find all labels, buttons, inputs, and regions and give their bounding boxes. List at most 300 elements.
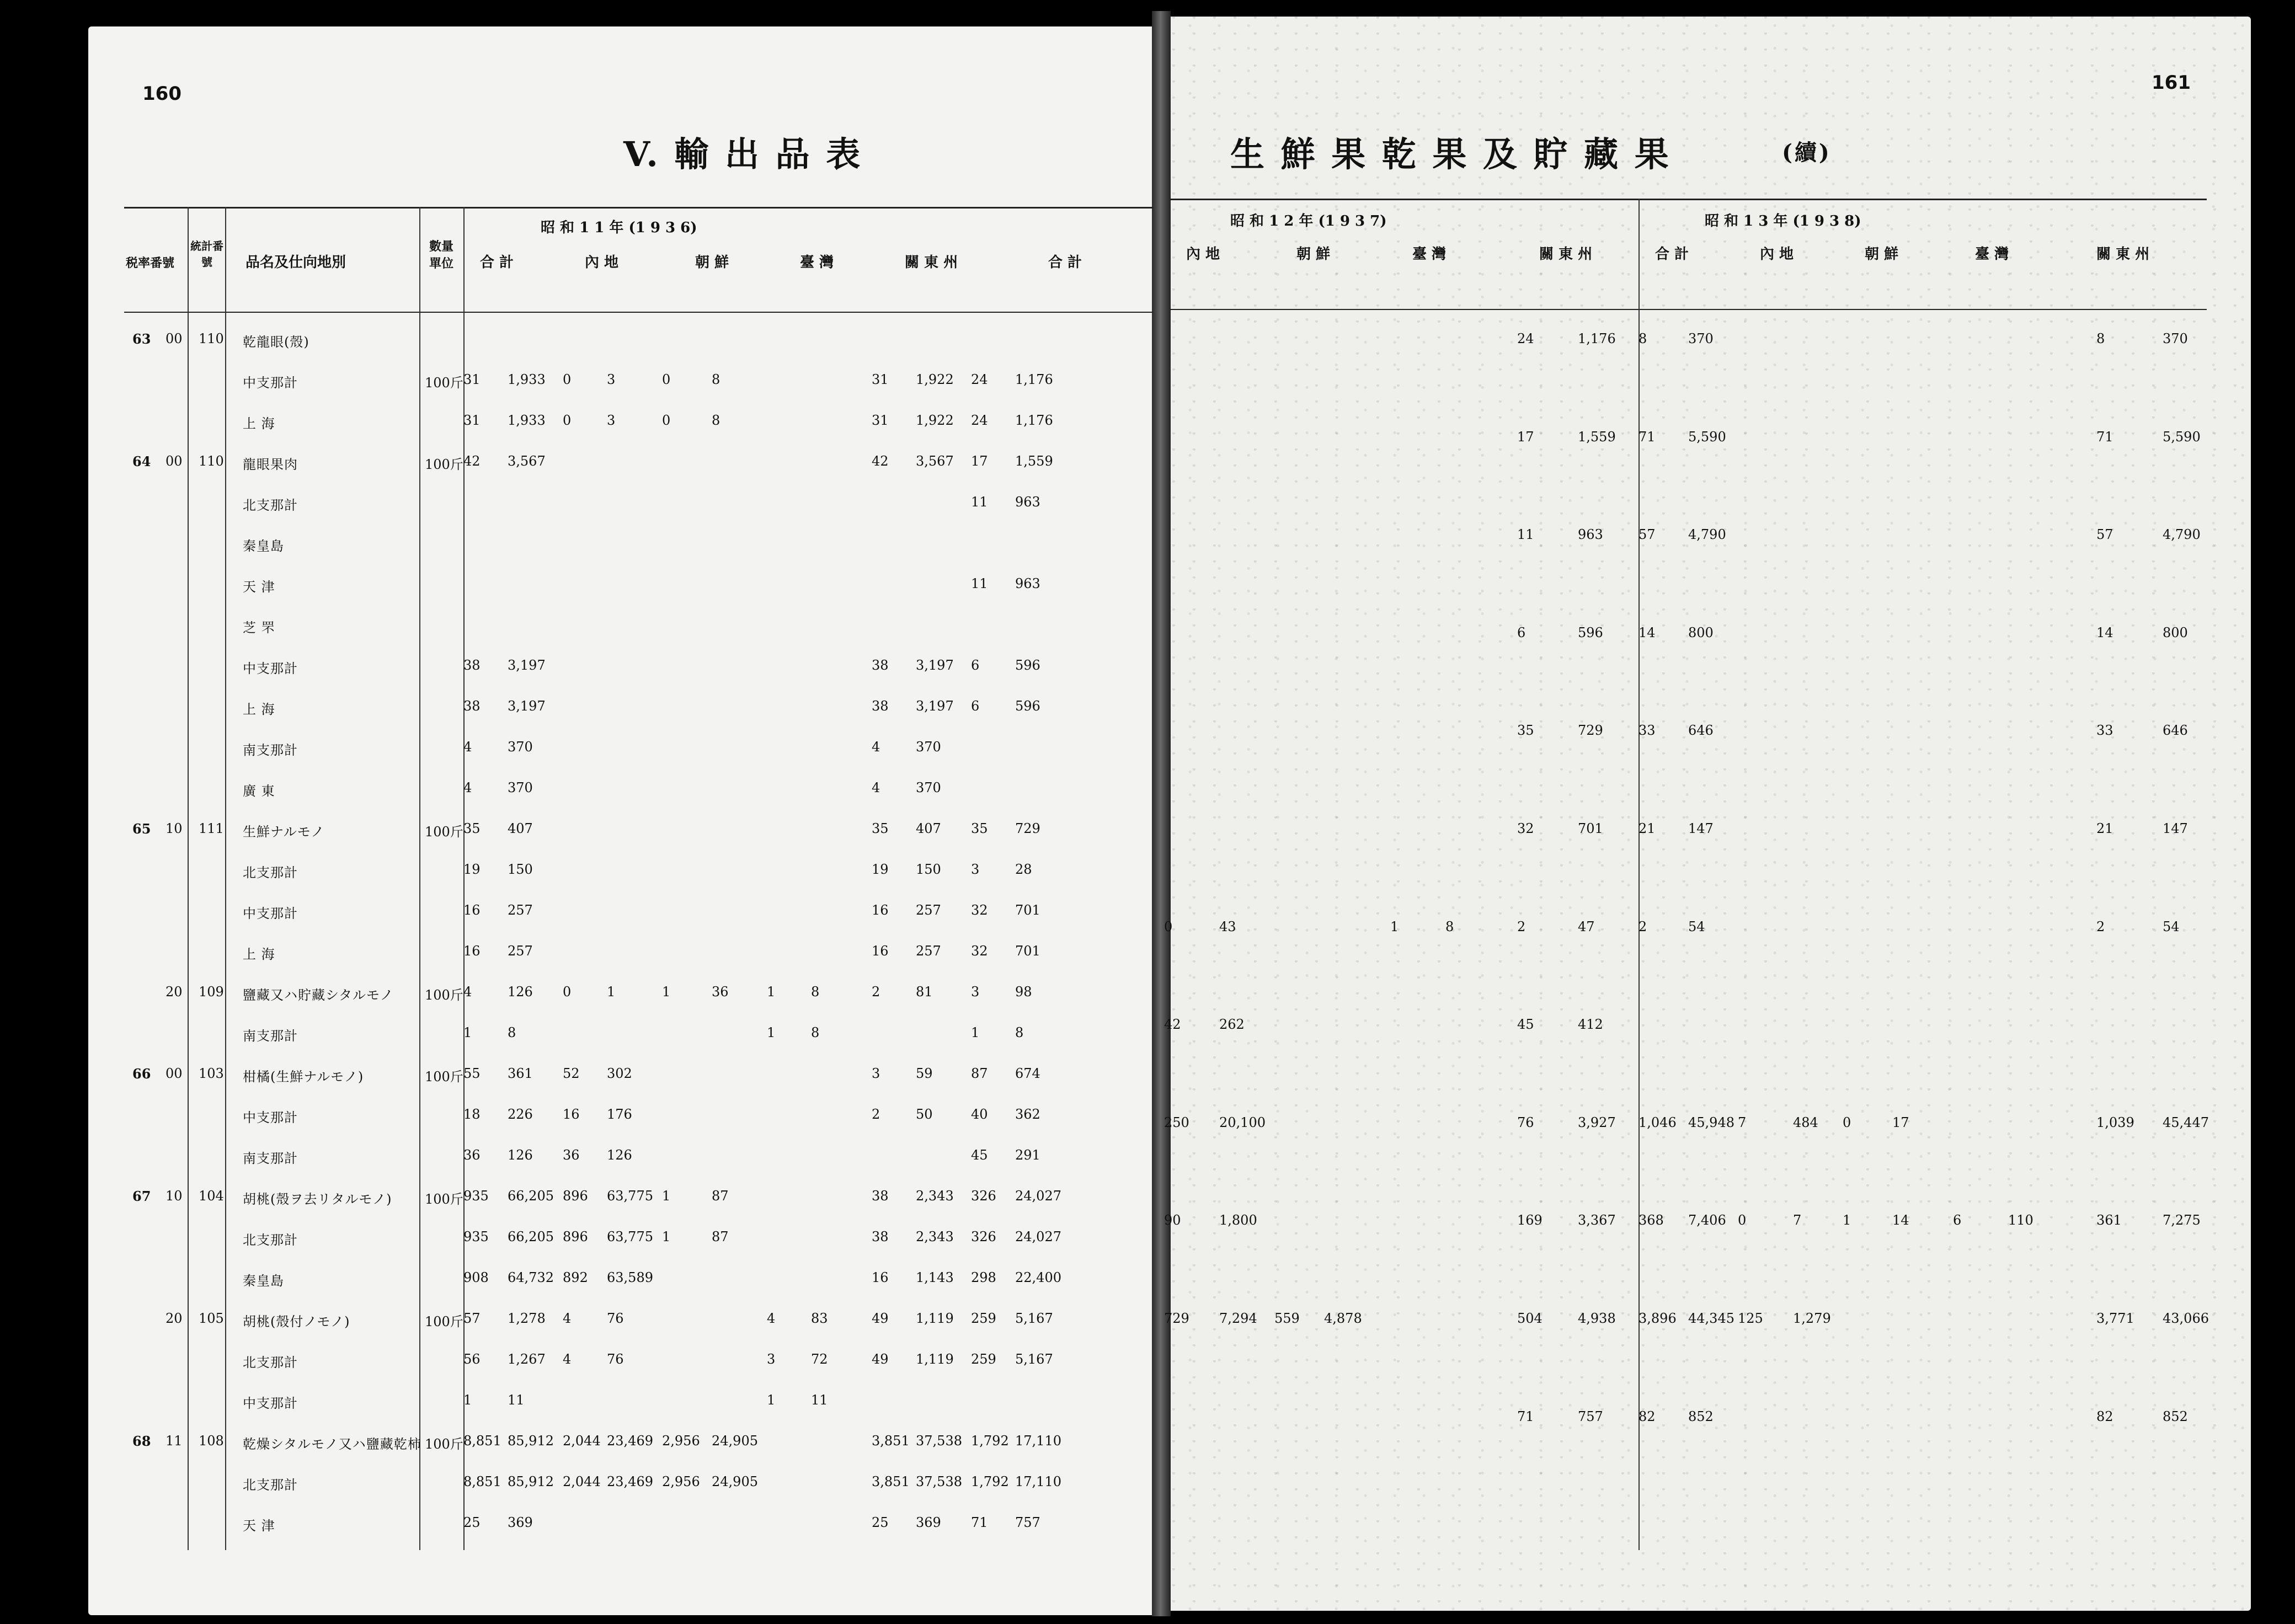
table-cell-1938: 82 bbox=[2096, 1408, 2113, 1424]
tariff-sub-number: 10 bbox=[166, 821, 183, 836]
table-cell: 326 bbox=[971, 1188, 996, 1204]
table-cell-1938: 82 bbox=[1638, 1408, 1656, 1424]
table-cell: 298 bbox=[971, 1270, 996, 1285]
table-cell: 596 bbox=[1015, 698, 1040, 714]
table-cell: 36 bbox=[712, 984, 729, 1000]
table-cell-1937: 757 bbox=[1578, 1408, 1603, 1424]
table-cell-1938: 45,447 bbox=[2163, 1114, 2209, 1130]
table-cell-1938: 43,066 bbox=[2163, 1311, 2209, 1326]
table-cell-1937: 2 bbox=[1517, 918, 1526, 934]
item-name: 秦皇島 bbox=[243, 1273, 284, 1289]
table-cell: 24,905 bbox=[712, 1433, 758, 1449]
table-cell-1937: 262 bbox=[1219, 1017, 1245, 1033]
table-cell: 23,469 bbox=[607, 1474, 653, 1489]
table-cell: 326 bbox=[971, 1229, 996, 1244]
item-name: 上 海 bbox=[243, 416, 275, 431]
item-name: 南支那計 bbox=[243, 742, 298, 758]
table-cell: 76 bbox=[607, 1311, 624, 1326]
table-cell-1938: 7 bbox=[1793, 1212, 1802, 1228]
table-cell-1938: 2 bbox=[1638, 918, 1647, 934]
table-cell: 8 bbox=[712, 413, 720, 428]
table-cell: 8 bbox=[811, 1025, 820, 1040]
item-name: 北支那計 bbox=[243, 1355, 298, 1370]
table-cell: 16 bbox=[872, 943, 889, 959]
right-page-title: 生 鮮 果 乾 果 及 貯 藏 果 bbox=[1230, 134, 1671, 174]
table-cell-1938: 484 bbox=[1793, 1114, 1818, 1130]
tariff-number: 64 bbox=[132, 453, 151, 469]
item-name: 上 海 bbox=[243, 702, 275, 717]
header-stat-no: 統計番號 bbox=[190, 239, 223, 269]
table-cell: 2,044 bbox=[563, 1433, 601, 1449]
tariff-sub-number: 20 bbox=[166, 984, 183, 1000]
table-cell-1938: 3,771 bbox=[2096, 1311, 2134, 1326]
table-cell: 1 bbox=[767, 984, 776, 1000]
table-cell: 40 bbox=[971, 1107, 988, 1122]
table-cell-1937: 169 bbox=[1517, 1212, 1543, 1228]
table-cell: 38 bbox=[872, 658, 889, 673]
left-divider-1 bbox=[188, 207, 189, 1550]
table-cell: 35 bbox=[872, 821, 889, 836]
table-cell-1938: 1,039 bbox=[2096, 1114, 2134, 1130]
table-cell: 3,197 bbox=[916, 658, 954, 673]
table-cell-1938: 21 bbox=[1638, 821, 1656, 836]
table-cell: 370 bbox=[916, 780, 941, 795]
table-cell-1938: 54 bbox=[1688, 918, 1705, 934]
book-gutter bbox=[1152, 11, 1171, 1616]
table-cell: 150 bbox=[508, 862, 533, 877]
table-cell: 701 bbox=[1015, 943, 1040, 959]
item-name: 中支那計 bbox=[243, 1396, 298, 1411]
item-name: 天 津 bbox=[243, 579, 275, 595]
item-name: 鹽藏又ハ貯藏シタルモノ bbox=[243, 987, 394, 1003]
header-taiwan: 臺 灣 bbox=[800, 254, 834, 271]
table-cell-1937: 6 bbox=[1517, 624, 1526, 640]
table-cell: 2,956 bbox=[662, 1474, 700, 1489]
table-cell: 8,851 bbox=[463, 1474, 501, 1489]
table-cell: 1,119 bbox=[916, 1311, 954, 1326]
item-name: 胡桃(殼付ノモノ) bbox=[243, 1314, 350, 1329]
table-cell: 1 bbox=[662, 1229, 671, 1244]
table-cell: 0 bbox=[662, 372, 671, 387]
table-cell: 37,538 bbox=[916, 1433, 962, 1449]
table-cell-1937: 90 bbox=[1164, 1212, 1181, 1228]
table-cell: 176 bbox=[607, 1107, 632, 1122]
table-cell: 1 bbox=[463, 1392, 472, 1408]
table-cell: 38 bbox=[872, 1188, 889, 1204]
item-name: 秦皇島 bbox=[243, 538, 284, 554]
table-cell: 87 bbox=[971, 1066, 988, 1081]
item-name: 乾燥シタルモノ又ハ鹽藏乾柿 bbox=[243, 1436, 421, 1452]
item-name: 南支那計 bbox=[243, 1028, 298, 1044]
header-unit: 數量單位 bbox=[429, 239, 453, 271]
table-cell: 3,197 bbox=[508, 698, 546, 714]
table-cell-1938: 7,275 bbox=[2163, 1212, 2201, 1228]
table-cell: 17 bbox=[971, 453, 988, 469]
unit-label: 100斤 bbox=[425, 1436, 463, 1452]
table-cell: 1,792 bbox=[971, 1474, 1009, 1489]
unit-label: 100斤 bbox=[425, 1192, 463, 1207]
table-cell: 3 bbox=[607, 413, 616, 428]
left-divider-4 bbox=[463, 207, 465, 1550]
table-cell-1937: 729 bbox=[1578, 723, 1603, 739]
table-cell: 37,538 bbox=[916, 1474, 962, 1489]
header-kanto: 關 東 州 bbox=[905, 254, 958, 271]
table-cell: 407 bbox=[916, 821, 941, 836]
table-cell: 126 bbox=[607, 1147, 632, 1163]
table-cell-1938: 71 bbox=[1638, 429, 1656, 445]
header-naichi-1938: 內 地 bbox=[1760, 246, 1794, 263]
header-year-1937: 昭 和 1 2 年 (1 9 3 7) bbox=[1230, 213, 1387, 229]
stat-number: 110 bbox=[199, 453, 224, 469]
table-cell-1938: 4,790 bbox=[1688, 527, 1726, 543]
table-cell: 87 bbox=[712, 1188, 729, 1204]
stat-number: 110 bbox=[199, 331, 224, 346]
header-taiwan-1938: 臺 灣 bbox=[1975, 246, 2009, 263]
table-cell: 31 bbox=[872, 372, 889, 387]
table-cell: 257 bbox=[916, 943, 941, 959]
table-cell: 32 bbox=[971, 943, 988, 959]
item-name: 龍眼果肉 bbox=[243, 457, 298, 472]
table-cell: 81 bbox=[916, 984, 933, 1000]
table-cell: 3,851 bbox=[872, 1474, 910, 1489]
table-cell: 71 bbox=[971, 1515, 988, 1530]
table-cell: 11 bbox=[508, 1392, 525, 1408]
table-cell: 0 bbox=[662, 413, 671, 428]
table-cell: 2,343 bbox=[916, 1188, 954, 1204]
table-cell: 3 bbox=[971, 984, 980, 1000]
table-cell-1937: 1,176 bbox=[1578, 331, 1616, 346]
table-cell-1938: 800 bbox=[2163, 624, 2188, 640]
table-cell-1937: 20,100 bbox=[1219, 1114, 1266, 1130]
table-cell: 76 bbox=[607, 1351, 624, 1367]
left-table-header-rule bbox=[124, 312, 1153, 313]
item-name: 中支那計 bbox=[243, 906, 298, 921]
table-cell: 1 bbox=[767, 1392, 776, 1408]
table-cell-1938: 0 bbox=[1843, 1114, 1851, 1130]
table-cell: 4 bbox=[463, 739, 472, 755]
table-cell: 25 bbox=[463, 1515, 481, 1530]
left-page-number: 160 bbox=[142, 83, 182, 105]
left-table-top-rule bbox=[124, 207, 1153, 209]
table-cell: 701 bbox=[1015, 902, 1040, 918]
table-cell-1938: 147 bbox=[1688, 821, 1714, 836]
table-cell: 4 bbox=[563, 1311, 572, 1326]
item-name: 北支那計 bbox=[243, 1477, 298, 1493]
table-cell-1937: 1,800 bbox=[1219, 1212, 1257, 1228]
table-cell-1938: 147 bbox=[2163, 821, 2188, 836]
item-name: 中支那計 bbox=[243, 661, 298, 676]
table-cell: 36 bbox=[463, 1147, 481, 1163]
table-cell: 5,167 bbox=[1015, 1351, 1053, 1367]
table-cell: 259 bbox=[971, 1351, 996, 1367]
table-cell-1937: 43 bbox=[1219, 918, 1236, 934]
table-cell: 370 bbox=[508, 739, 533, 755]
item-name: 廣 東 bbox=[243, 783, 275, 799]
stat-number: 108 bbox=[199, 1433, 224, 1449]
item-name: 上 海 bbox=[243, 947, 275, 962]
table-cell: 38 bbox=[872, 698, 889, 714]
table-cell: 370 bbox=[508, 780, 533, 795]
table-cell: 18 bbox=[463, 1107, 481, 1122]
table-cell: 19 bbox=[463, 862, 481, 877]
table-cell: 1 bbox=[607, 984, 616, 1000]
unit-label: 100斤 bbox=[425, 824, 463, 840]
table-cell: 25 bbox=[872, 1515, 889, 1530]
table-cell: 291 bbox=[1015, 1147, 1040, 1163]
table-cell: 1,119 bbox=[916, 1351, 954, 1367]
item-name: 南支那計 bbox=[243, 1151, 298, 1166]
table-cell: 64,732 bbox=[508, 1270, 554, 1285]
table-cell: 4 bbox=[563, 1351, 572, 1367]
table-cell: 1,792 bbox=[971, 1433, 1009, 1449]
table-cell: 16 bbox=[563, 1107, 580, 1122]
stat-number: 103 bbox=[199, 1066, 224, 1081]
table-cell: 49 bbox=[872, 1351, 889, 1367]
table-cell: 126 bbox=[508, 984, 533, 1000]
table-cell: 1 bbox=[463, 1025, 472, 1040]
table-cell: 23,469 bbox=[607, 1433, 653, 1449]
table-cell-1938: 14 bbox=[2096, 624, 2113, 640]
table-cell: 0 bbox=[563, 413, 572, 428]
table-cell: 1,278 bbox=[508, 1311, 546, 1326]
table-cell: 1 bbox=[662, 984, 671, 1000]
table-cell: 369 bbox=[916, 1515, 941, 1530]
table-cell-1938: 8 bbox=[2096, 331, 2105, 346]
table-cell: 83 bbox=[811, 1311, 828, 1326]
table-cell: 16 bbox=[463, 902, 481, 918]
item-name: 生鮮ナルモノ bbox=[243, 824, 325, 840]
table-cell: 0 bbox=[563, 372, 572, 387]
table-cell: 259 bbox=[971, 1311, 996, 1326]
table-cell-1938: 110 bbox=[2008, 1212, 2034, 1228]
right-page-number: 161 bbox=[2152, 72, 2191, 94]
table-cell: 59 bbox=[916, 1066, 933, 1081]
table-cell: 45 bbox=[971, 1147, 988, 1163]
table-cell-1938: 646 bbox=[1688, 723, 1714, 739]
table-cell-1937: 963 bbox=[1578, 527, 1603, 543]
table-cell-1938: 14 bbox=[1892, 1212, 1909, 1228]
unit-label: 100斤 bbox=[425, 1314, 463, 1329]
table-cell-1937: 559 bbox=[1274, 1311, 1300, 1326]
header-total: 合 計 bbox=[480, 254, 514, 271]
table-cell: 52 bbox=[563, 1066, 580, 1081]
table-cell: 407 bbox=[508, 821, 533, 836]
table-cell: 4 bbox=[767, 1311, 776, 1326]
tariff-sub-number: 00 bbox=[166, 331, 183, 346]
unit-label: 100斤 bbox=[425, 457, 463, 472]
table-cell: 257 bbox=[508, 943, 533, 959]
item-name: 中支那計 bbox=[243, 1110, 298, 1125]
table-cell-1938: 1,046 bbox=[1638, 1114, 1677, 1130]
stat-number: 105 bbox=[199, 1311, 224, 1326]
table-cell: 4 bbox=[872, 780, 880, 795]
header-tariff-no: 税率番號 bbox=[126, 256, 175, 270]
table-cell: 362 bbox=[1015, 1107, 1040, 1122]
table-cell-1937: 1,559 bbox=[1578, 429, 1616, 445]
table-cell: 2 bbox=[872, 984, 880, 1000]
header-naichi-1937: 內 地 bbox=[1186, 246, 1220, 263]
table-cell: 674 bbox=[1015, 1066, 1040, 1081]
table-cell: 3,567 bbox=[916, 453, 954, 469]
item-name: 乾龍眼(殼) bbox=[243, 334, 309, 350]
table-cell: 896 bbox=[563, 1229, 588, 1244]
table-cell-1938: 71 bbox=[2096, 429, 2113, 445]
table-cell-1937: 250 bbox=[1164, 1114, 1189, 1130]
table-cell: 150 bbox=[916, 862, 941, 877]
table-cell: 1,933 bbox=[508, 413, 546, 428]
table-cell: 3,567 bbox=[508, 453, 546, 469]
table-cell-1938: 33 bbox=[2096, 723, 2113, 739]
table-cell: 66,205 bbox=[508, 1188, 554, 1204]
table-cell: 8 bbox=[811, 984, 820, 1000]
table-cell-1937: 32 bbox=[1517, 821, 1534, 836]
header-chosen-1938: 朝 鮮 bbox=[1865, 246, 1899, 263]
table-cell-1937: 8 bbox=[1445, 918, 1454, 934]
table-cell: 11 bbox=[811, 1392, 828, 1408]
table-cell-1937: 504 bbox=[1517, 1311, 1543, 1326]
table-cell: 63,775 bbox=[607, 1188, 653, 1204]
table-cell-1938: 5,590 bbox=[2163, 429, 2201, 445]
table-cell: 1 bbox=[662, 1188, 671, 1204]
left-divider-2 bbox=[225, 207, 226, 1550]
item-name: 天 津 bbox=[243, 1518, 275, 1534]
table-cell: 963 bbox=[1015, 576, 1040, 591]
table-cell: 28 bbox=[1015, 862, 1032, 877]
table-cell-1937: 0 bbox=[1164, 918, 1173, 934]
header-chosen: 朝 鮮 bbox=[695, 254, 729, 271]
table-cell: 369 bbox=[508, 1515, 533, 1530]
table-cell: 49 bbox=[872, 1311, 889, 1326]
table-cell: 31 bbox=[463, 372, 481, 387]
item-name: 北支那計 bbox=[243, 498, 298, 513]
right-page-title-note: (續) bbox=[1782, 140, 1832, 165]
item-name: 北支那計 bbox=[243, 865, 298, 880]
table-cell: 4 bbox=[872, 739, 880, 755]
header-chosen-1937: 朝 鮮 bbox=[1296, 246, 1331, 263]
table-cell: 126 bbox=[508, 1147, 533, 1163]
table-cell-1937: 45 bbox=[1517, 1017, 1534, 1033]
table-cell: 16 bbox=[872, 1270, 889, 1285]
table-cell: 63,589 bbox=[607, 1270, 653, 1285]
left-divider-3 bbox=[419, 207, 420, 1550]
table-cell-1937: 1 bbox=[1390, 918, 1399, 934]
table-cell-1937: 35 bbox=[1517, 723, 1534, 739]
table-cell: 2,956 bbox=[662, 1433, 700, 1449]
table-cell: 8 bbox=[1015, 1025, 1024, 1040]
table-cell: 38 bbox=[463, 658, 481, 673]
table-cell-1938: 44,345 bbox=[1688, 1311, 1734, 1326]
table-cell-1938: 125 bbox=[1738, 1311, 1763, 1326]
table-cell: 38 bbox=[872, 1229, 889, 1244]
table-cell: 1,143 bbox=[916, 1270, 954, 1285]
table-cell-1937: 11 bbox=[1517, 527, 1534, 543]
right-table-top-rule bbox=[1170, 199, 2207, 200]
table-cell-1938: 2 bbox=[2096, 918, 2105, 934]
table-cell: 3,851 bbox=[872, 1433, 910, 1449]
table-cell: 42 bbox=[872, 453, 889, 469]
table-cell: 1,176 bbox=[1015, 372, 1053, 387]
table-cell: 1,559 bbox=[1015, 453, 1053, 469]
table-cell: 1,933 bbox=[508, 372, 546, 387]
table-cell-1938: 57 bbox=[2096, 527, 2113, 543]
table-cell-1938: 8 bbox=[1638, 331, 1647, 346]
table-cell: 757 bbox=[1015, 1515, 1040, 1530]
table-cell-1937: 701 bbox=[1578, 821, 1603, 836]
table-cell: 2,044 bbox=[563, 1474, 601, 1489]
header-kanto-1937: 關 東 州 bbox=[1539, 246, 1593, 263]
table-cell-1938: 4,790 bbox=[2163, 527, 2201, 543]
unit-label: 100斤 bbox=[425, 375, 463, 391]
table-cell: 257 bbox=[508, 902, 533, 918]
stat-number: 109 bbox=[199, 984, 224, 1000]
right-year-divider bbox=[1638, 199, 1640, 1550]
table-cell: 0 bbox=[563, 984, 572, 1000]
unit-label: 100斤 bbox=[425, 987, 463, 1003]
tariff-sub-number: 10 bbox=[166, 1188, 183, 1204]
table-cell-1938: 852 bbox=[2163, 1408, 2188, 1424]
table-cell: 361 bbox=[508, 1066, 533, 1081]
table-cell-1938: 6 bbox=[1953, 1212, 1962, 1228]
table-cell-1937: 3,927 bbox=[1578, 1114, 1616, 1130]
right-table-header-rule bbox=[1170, 309, 2207, 310]
table-cell-1938: 45,948 bbox=[1688, 1114, 1734, 1130]
tariff-sub-number: 11 bbox=[166, 1433, 183, 1449]
table-cell-1938: 361 bbox=[2096, 1212, 2122, 1228]
table-cell: 17,110 bbox=[1015, 1433, 1061, 1449]
table-cell: 1,922 bbox=[916, 413, 954, 428]
table-cell: 935 bbox=[463, 1188, 489, 1204]
header-total-1937: 合 計 bbox=[1048, 254, 1082, 271]
table-cell: 31 bbox=[463, 413, 481, 428]
header-kanto-1938: 關 東 州 bbox=[2096, 246, 2150, 263]
unit-label: 100斤 bbox=[425, 1069, 463, 1085]
table-cell-1938: 5,590 bbox=[1688, 429, 1726, 445]
table-cell-1937: 4,938 bbox=[1578, 1311, 1616, 1326]
table-cell: 11 bbox=[971, 576, 988, 591]
item-name: 北支那計 bbox=[243, 1232, 298, 1248]
table-cell: 935 bbox=[463, 1229, 489, 1244]
table-cell: 1,922 bbox=[916, 372, 954, 387]
table-cell: 50 bbox=[916, 1107, 933, 1122]
table-cell: 1 bbox=[767, 1025, 776, 1040]
table-cell-1938: 57 bbox=[1638, 527, 1656, 543]
tariff-number: 67 bbox=[132, 1188, 151, 1204]
table-cell-1937: 42 bbox=[1164, 1017, 1181, 1033]
table-cell: 32 bbox=[971, 902, 988, 918]
table-cell: 8,851 bbox=[463, 1433, 501, 1449]
table-cell-1938: 1,279 bbox=[1793, 1311, 1831, 1326]
item-name: 柑橘(生鮮ナルモノ) bbox=[243, 1069, 364, 1085]
table-cell: 35 bbox=[971, 821, 988, 836]
table-cell: 11 bbox=[971, 494, 988, 510]
table-cell-1938: 33 bbox=[1638, 723, 1656, 739]
tariff-sub-number: 20 bbox=[166, 1311, 183, 1326]
table-cell: 38 bbox=[463, 698, 481, 714]
table-cell-1938: 368 bbox=[1638, 1212, 1664, 1228]
tariff-number: 66 bbox=[132, 1066, 151, 1082]
table-cell-1937: 47 bbox=[1578, 918, 1595, 934]
table-cell: 17,110 bbox=[1015, 1474, 1061, 1489]
table-cell: 24,905 bbox=[712, 1474, 758, 1489]
tariff-number: 65 bbox=[132, 821, 151, 837]
tariff-sub-number: 00 bbox=[166, 1066, 183, 1081]
table-cell-1938: 370 bbox=[2163, 331, 2188, 346]
header-item-dest: 品名及仕向地別 bbox=[245, 254, 346, 271]
table-cell-1938: 14 bbox=[1638, 624, 1656, 640]
table-cell: 892 bbox=[563, 1270, 588, 1285]
table-cell: 36 bbox=[563, 1147, 580, 1163]
table-cell: 596 bbox=[1015, 658, 1040, 673]
